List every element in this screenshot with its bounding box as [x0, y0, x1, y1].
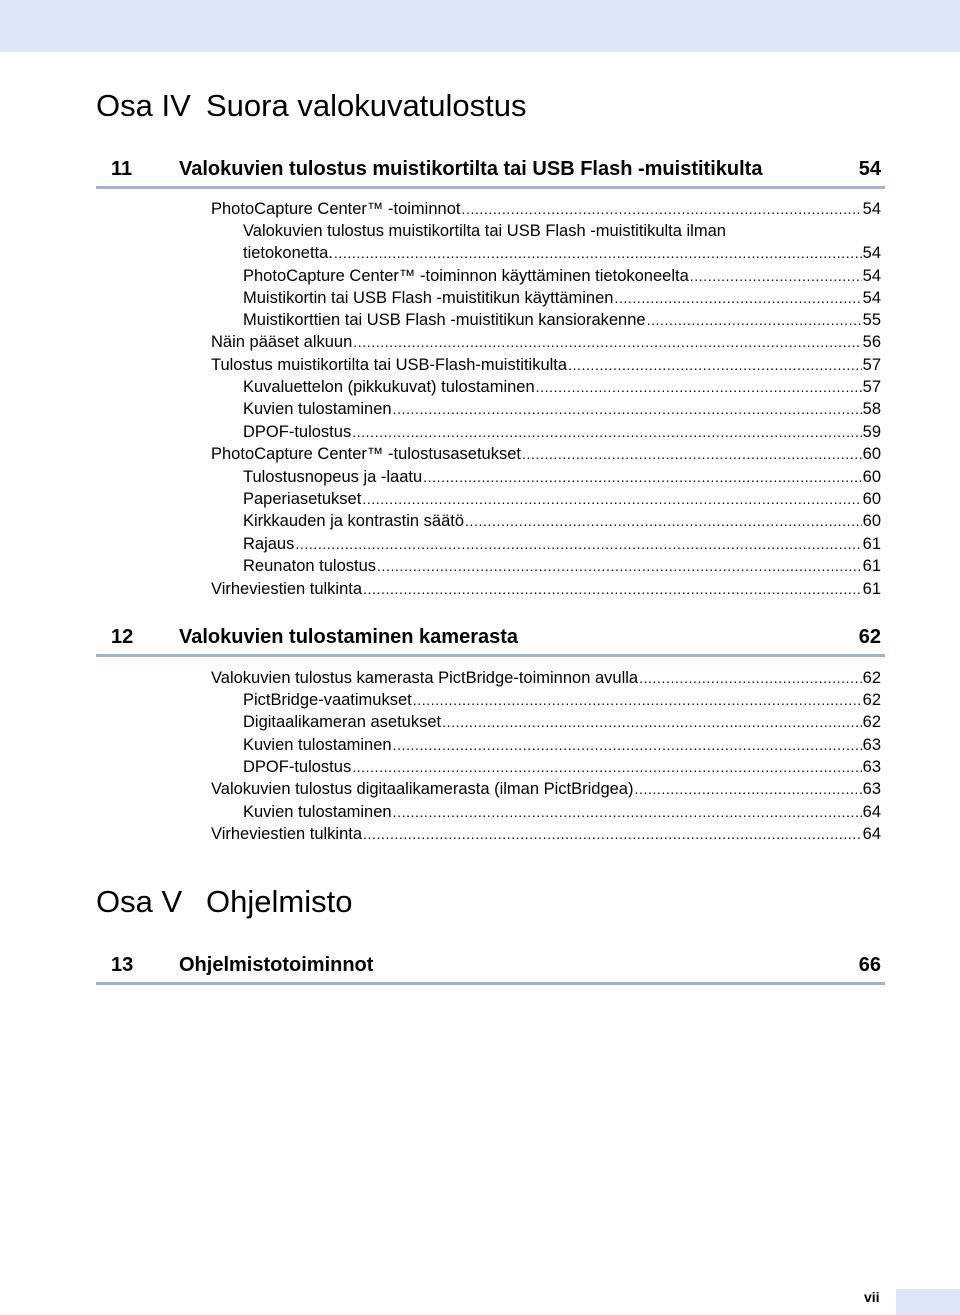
toc-entry[interactable]: [243, 242, 881, 264]
toc-entry[interactable]: [243, 533, 881, 555]
dot-leader: [352, 756, 861, 778]
toc-entry-wrapped-line[interactable]: Valokuvien tulostus muistikortilta tai USB Flash -muistitikulta ilman: [243, 222, 726, 240]
chapter-title: Valokuvien tulostus muistikortilta tai USB Flash -muistitikulta: [179, 158, 763, 180]
dot-leader: [393, 398, 862, 420]
toc-entry[interactable]: [243, 689, 881, 711]
entry-text: Valokuvien tulostus kamerasta PictBridge-toiminnon avulla: [211, 669, 639, 687]
entry-text: Valokuvien tulostus digitaalikamerasta (ilman PictBridgea): [211, 780, 634, 798]
entry-text: Tulostus muistikortilta tai USB-Flash-muistitikulta: [211, 356, 568, 374]
entry-text: Tulostusnopeus ja -laatu: [243, 468, 423, 486]
dot-leader: [393, 801, 862, 823]
toc-entry[interactable]: [243, 488, 881, 510]
chapter-title: Ohjelmistotoiminnot: [179, 954, 374, 976]
entry-page: 63: [862, 780, 881, 798]
part-name: Suora valokuvatulostus: [206, 88, 527, 123]
entry-page: 57: [862, 356, 881, 374]
chapter-page: 62: [858, 626, 881, 648]
entry-text: Reunaton tulostus: [243, 557, 377, 575]
entry-text: Kirkkauden ja kontrastin säätö: [243, 512, 465, 530]
toc-entry[interactable]: [243, 734, 881, 756]
entry-text: tietokonetta.: [243, 244, 333, 262]
toc-entry[interactable]: [243, 756, 881, 778]
entry-page: 54: [862, 289, 881, 307]
entry-text: Digitaalikameran asetukset: [243, 713, 442, 731]
entry-text: Kuvien tulostaminen: [243, 803, 392, 821]
page-corner-tab: [896, 1289, 960, 1315]
entry-text: Virheviestien tulkinta: [211, 825, 363, 843]
dot-leader: [423, 466, 861, 488]
chapter-number: 12: [111, 626, 134, 648]
dot-leader: [442, 711, 862, 733]
entry-text: Muistikorttien tai USB Flash -muistitikun kansiorakenne: [243, 311, 646, 329]
dot-leader: [362, 488, 861, 510]
header-band: [0, 0, 960, 52]
page-number: vii: [864, 1289, 880, 1305]
entry-page: 58: [862, 400, 881, 418]
entry-page: 57: [862, 378, 881, 396]
dot-leader: [393, 734, 862, 756]
entry-text: Paperiasetukset: [243, 490, 362, 508]
entry-text: Muistikortin tai USB Flash -muistitikun käyttäminen: [243, 289, 614, 307]
toc-entry[interactable]: [243, 376, 881, 398]
dot-leader: [353, 331, 861, 353]
entry-text: DPOF-tulostus: [243, 423, 352, 441]
dot-leader: [295, 533, 861, 555]
entry-page: 60: [862, 445, 881, 463]
entry-page: 63: [862, 736, 881, 754]
entry-page: 62: [862, 691, 881, 709]
part-name: Ohjelmisto: [206, 884, 353, 919]
dot-leader: [690, 265, 862, 287]
toc-entry[interactable]: [243, 801, 881, 823]
chapter-heading-12[interactable]: [96, 622, 885, 657]
dot-leader: [334, 242, 862, 264]
entry-text: Kuvien tulostaminen: [243, 736, 392, 754]
toc-entry[interactable]: [211, 443, 881, 465]
dot-leader: [461, 198, 861, 220]
toc-entry[interactable]: [243, 265, 881, 287]
toc-entry[interactable]: [243, 555, 881, 577]
dot-leader: [634, 778, 861, 800]
toc-entry[interactable]: [211, 354, 881, 376]
entry-page: 56: [862, 333, 881, 351]
toc-entry[interactable]: [211, 778, 881, 800]
entry-text: PhotoCapture Center™ -toiminnon käyttäminen tietokoneelta: [243, 267, 689, 285]
dot-leader: [363, 823, 862, 845]
entry-page: 62: [862, 669, 881, 687]
chapter-heading-13[interactable]: [96, 950, 885, 985]
toc-entry[interactable]: [211, 578, 881, 600]
entry-page: 62: [862, 713, 881, 731]
entry-text: Virheviestien tulkinta: [211, 580, 363, 598]
part-title-v: [96, 884, 353, 920]
entry-text: Näin pääset alkuun: [211, 333, 353, 351]
toc-entry[interactable]: [243, 287, 881, 309]
chapter-number: 13: [111, 954, 134, 976]
dot-leader: [465, 510, 862, 532]
entry-page: 64: [862, 825, 881, 843]
dot-leader: [413, 689, 862, 711]
toc-entry[interactable]: [243, 711, 881, 733]
dot-leader: [614, 287, 861, 309]
dot-leader: [522, 443, 862, 465]
entry-page: 54: [862, 244, 881, 262]
entry-page: 61: [862, 557, 881, 575]
entry-page: 55: [862, 311, 881, 329]
toc-entry[interactable]: [211, 823, 881, 845]
entry-text: PhotoCapture Center™ -toiminnot: [211, 200, 461, 218]
toc-entry[interactable]: [243, 510, 881, 532]
toc-entry[interactable]: [243, 309, 881, 331]
chapter-page: 66: [858, 954, 881, 976]
entry-page: 61: [862, 580, 881, 598]
toc-entry[interactable]: [243, 398, 881, 420]
entry-page: 60: [862, 490, 881, 508]
part-number: Osa IV: [96, 88, 191, 123]
dot-leader: [352, 421, 861, 443]
entry-page: 60: [862, 512, 881, 530]
entry-text: PictBridge-vaatimukset: [243, 691, 412, 709]
toc-entry[interactable]: [211, 198, 881, 220]
entry-page: 54: [862, 267, 881, 285]
entry-page: 64: [862, 803, 881, 821]
chapter-page: 54: [858, 158, 881, 180]
dot-leader: [568, 354, 862, 376]
chapter-heading-11[interactable]: [96, 154, 885, 189]
part-title-iv: [96, 88, 527, 124]
dot-leader: [639, 667, 862, 689]
entry-page: 54: [862, 200, 881, 218]
entry-page: 63: [862, 758, 881, 776]
toc-entry[interactable]: [243, 466, 881, 488]
chapter-title: Valokuvien tulostaminen kamerasta: [179, 626, 519, 648]
toc-entry[interactable]: [211, 331, 881, 353]
entry-text: PhotoCapture Center™ -tulostusasetukset: [211, 445, 521, 463]
entry-text: Rajaus: [243, 535, 295, 553]
part-number: Osa V: [96, 884, 183, 919]
dot-leader: [647, 309, 862, 331]
entry-page: 60: [862, 468, 881, 486]
entry-text: Kuvaluettelon (pikkukuvat) tulostaminen: [243, 378, 535, 396]
entry-page: 59: [862, 423, 881, 441]
entry-page: 61: [862, 535, 881, 553]
dot-leader: [363, 578, 862, 600]
entry-text: DPOF-tulostus: [243, 758, 352, 776]
entry-text: Kuvien tulostaminen: [243, 400, 392, 418]
chapter-number: 11: [111, 158, 133, 180]
dot-leader: [536, 376, 862, 398]
dot-leader: [377, 555, 862, 577]
toc-entry[interactable]: [211, 667, 881, 689]
toc-entry[interactable]: [243, 421, 881, 443]
